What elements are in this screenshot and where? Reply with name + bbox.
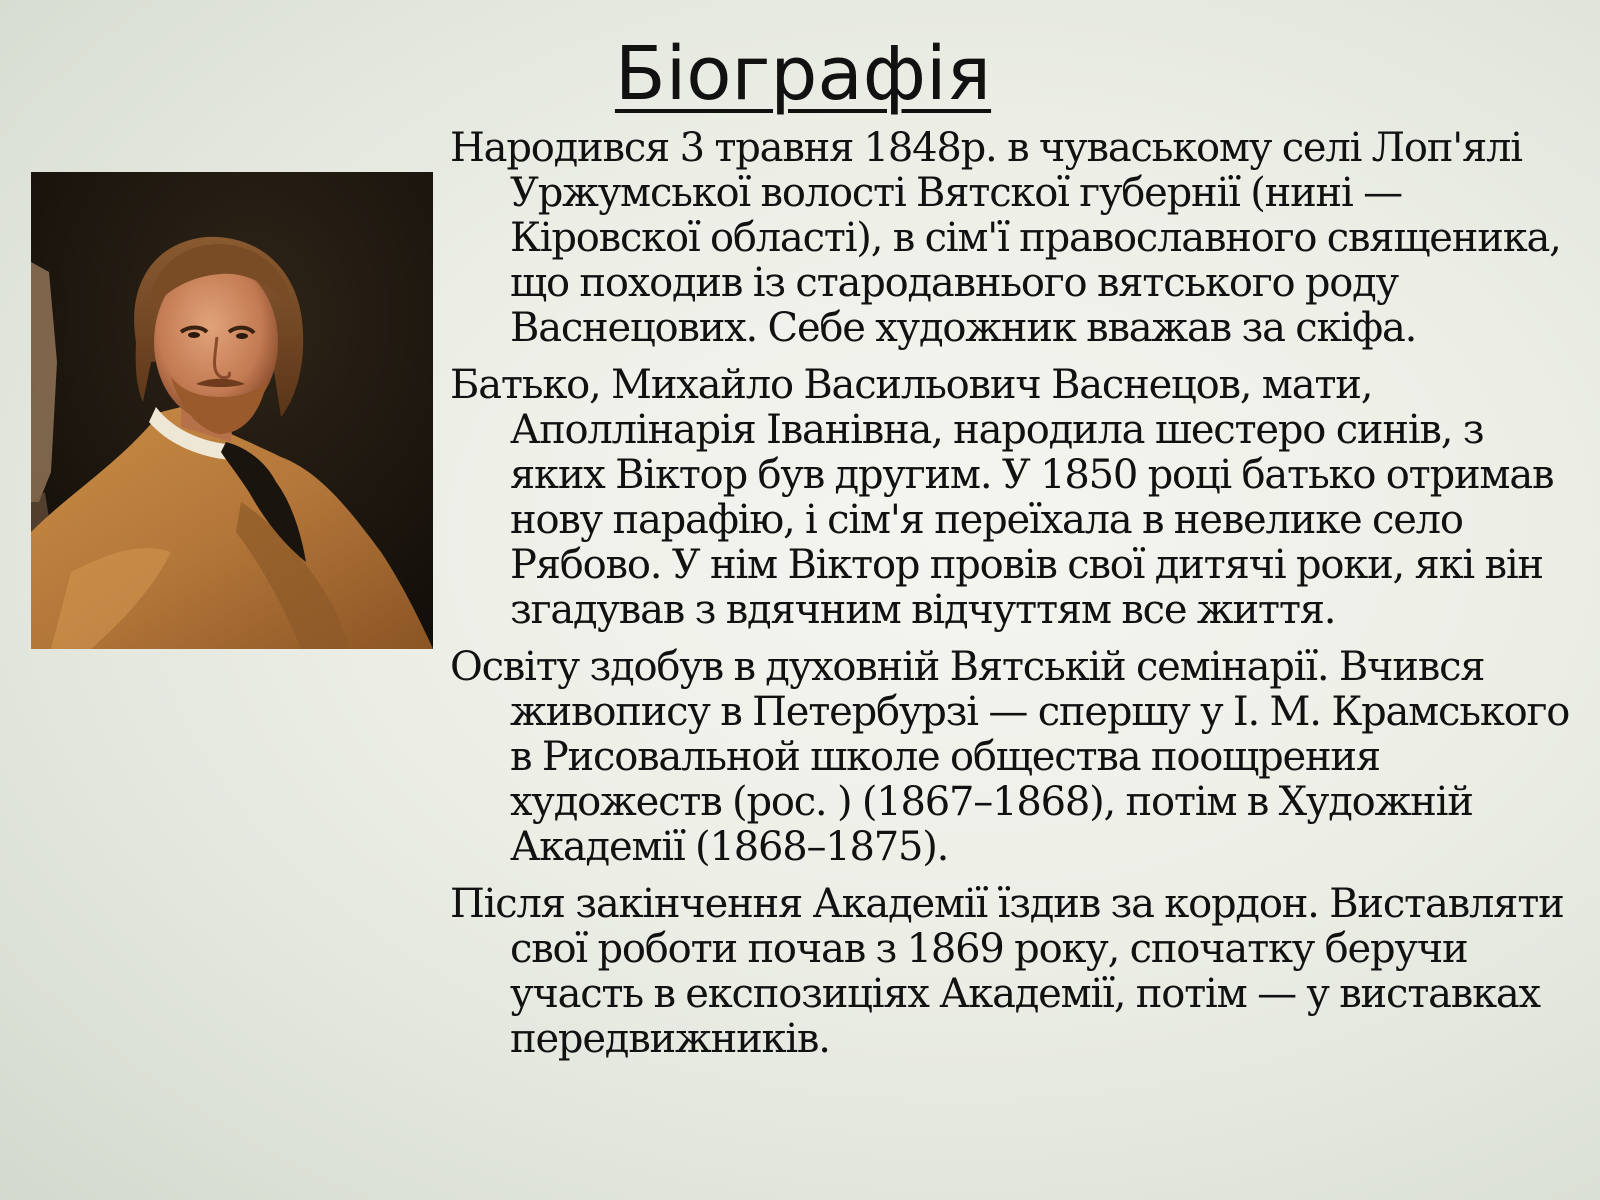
paragraph-4: Після закінчення Академії їздив за кордон. Виставляти свої роботи почав з 1869 року, спочатку беручи участь в експозиціях Академії, потім — у виставках передвижників. xyxy=(450,881,1564,1062)
paragraph-1: Народився 3 травня 1848р. в чуваському селі Лоп'ялі Уржумської волості Вятскої губернії (нині — Кіровскої області), в сім'ї православного священика, що походив із стародавнього вятського роду Васнецових. Себе художник вважав за скіфа. xyxy=(450,125,1561,351)
portrait-painting xyxy=(31,172,433,649)
slide-title xyxy=(0,24,1600,124)
paragraph-2: Батько, Михайло Васильович Васнецов, мати, Аполлінарія Іванівна, народила шестеро синів, з яких Віктор був другим. У 1850 році батько отримав нову парафію, і сім'я переїхала в невелике село Рябово. У нім Віктор провів свої дитячі роки, які він згадував з вдячним відчуттям все життя. xyxy=(450,362,1554,633)
portrait-image xyxy=(31,172,433,649)
slide-title-text: Біографія xyxy=(614,31,992,117)
paragraph-3: Освіту здобув в духовній Вятській семінарії. Вчився живопису в Петербурзі — спершу у І. М. Крамського в Рисовальной школе общества поощрения художеств (рос. ) (1867–1868), потім в Художній Академії (1868–1875). xyxy=(450,644,1570,870)
biography-text xyxy=(450,126,1580,1074)
